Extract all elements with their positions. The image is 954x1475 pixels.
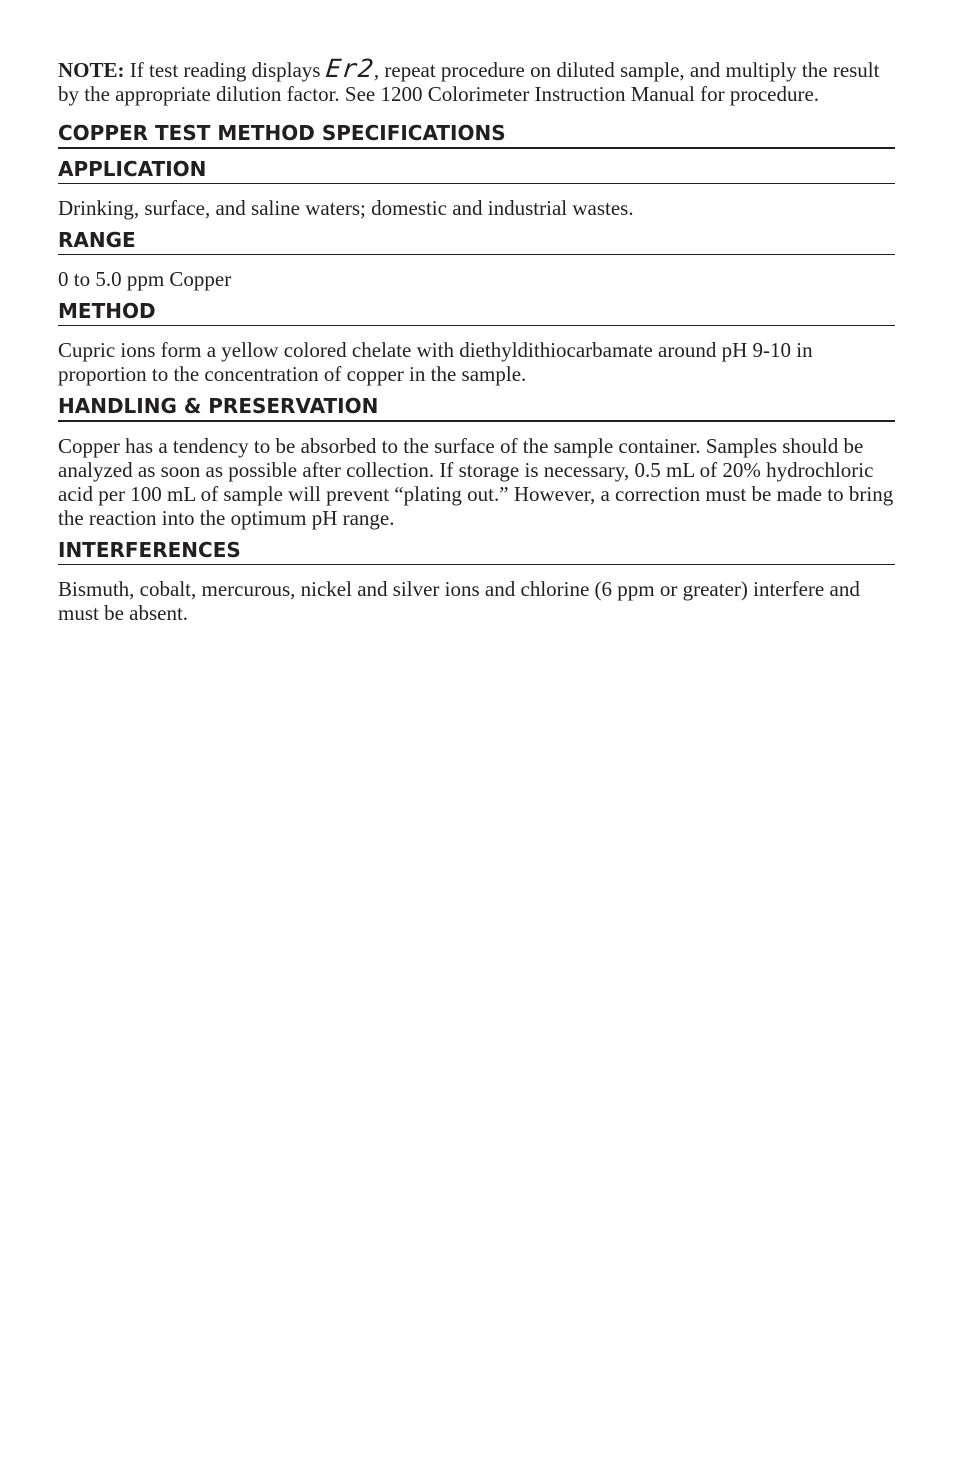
note-text-before: If test reading displays: [124, 58, 326, 82]
section-body-interferences: Bismuth, cobalt, mercurous, nickel and silver ions and chlorine (6 ppm or greater) interfere and must be absent.: [58, 577, 860, 625]
section-body-method: Cupric ions form a yellow colored chelate with diethyldithiocarbamate around pH 9-10 in proportion to the concentration of copper in the sample.: [58, 338, 813, 386]
section-body-handling-preservation: Copper has a tendency to be absorbed to the surface of the sample container. Samples should be analyzed as soon as possible after collection. If storage is necessary, 0.5 mL of 20% hydrochloric acid per 100 mL of sample will prevent “plating out.” However, a correction must be made to bring the reaction into the optimum pH range.: [58, 434, 894, 530]
document-page: [58, 54, 895, 625]
section-heading-handling-preservation: HANDLING & PRESERVATION: [58, 386, 895, 422]
section-heading-application: APPLICATION: [58, 149, 895, 184]
section-heading-interferences: INTERFERENCES: [58, 530, 895, 565]
section-heading-method: METHOD: [58, 291, 895, 326]
note-text-after: , repeat procedure on diluted sample, and multiply the result by the appropriate dilution factor. See 1200 Colorimeter Instruction Manual for procedure.: [58, 58, 880, 106]
note-paragraph: [58, 54, 895, 106]
note-label: NOTE:: [58, 58, 125, 82]
page-title: COPPER TEST METHOD SPECIFICATIONS: [58, 120, 895, 149]
error-display-code: Er2: [324, 54, 376, 83]
section-body-range: 0 to 5.0 ppm Copper: [58, 267, 232, 291]
section-heading-range: RANGE: [58, 220, 895, 255]
section-body-application: Drinking, surface, and saline waters; domestic and industrial wastes.: [58, 196, 634, 220]
